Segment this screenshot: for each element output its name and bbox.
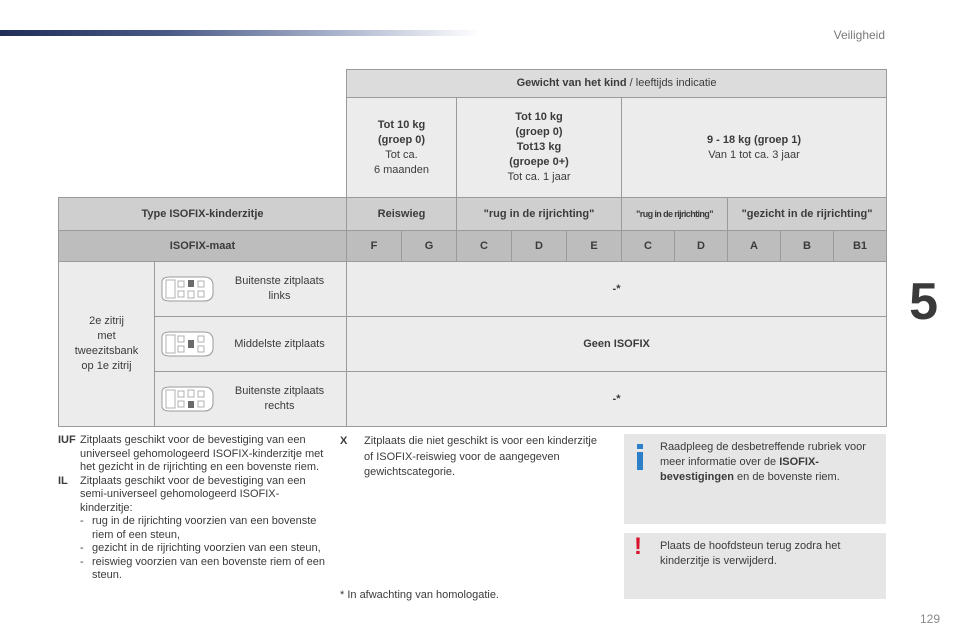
top-gradient-bar: [0, 30, 480, 36]
legend-left: [58, 434, 326, 583]
chapter-number: 5: [909, 273, 938, 331]
table-corner: [59, 70, 347, 198]
isofix-table: [58, 69, 887, 427]
size-cell: E: [567, 231, 622, 262]
warning-icon: !: [634, 533, 642, 560]
section-title: Veiligheid: [833, 28, 885, 42]
seat-label: Buitenste zitplaats rechts: [234, 385, 325, 412]
car-seat-left-icon: [158, 274, 216, 304]
seat-label: Buitenste zitplaats links: [234, 275, 325, 302]
size-cell: C: [622, 231, 675, 262]
size-cell: B: [781, 231, 834, 262]
warning-box: ! Plaats de hoofdsteun terug zodra het kinderzitje is verwijderd.: [624, 533, 886, 599]
type-rearward-2: "rug in de rijrichting": [622, 198, 728, 231]
info-icon: [632, 444, 648, 470]
maat-label: ISOFIX-maat: [59, 231, 347, 262]
car-seat-right-icon: [158, 384, 216, 414]
size-cell: D: [512, 231, 567, 262]
seat-middle-value: Geen ISOFIX: [347, 317, 887, 372]
row-group-label: 2e zitrij met tweezitsbank op 1e zitrij: [59, 262, 155, 427]
list-item: - gezicht in de rijrichting voorzien van een steun,: [80, 542, 321, 554]
type-forward: "gezicht in de rijrichting": [728, 198, 887, 231]
footnote: * In afwachting van homologatie.: [340, 589, 499, 601]
type-label: Type ISOFIX-kinderzitje: [59, 198, 347, 231]
group-0-header: Tot 10 kg (groep 0) Tot ca. 6 maanden: [347, 98, 457, 198]
seat-middle: [155, 317, 347, 372]
size-cell: A: [728, 231, 781, 262]
seat-label: Middelste zitplaats: [234, 337, 325, 350]
size-cell: G: [402, 231, 457, 262]
car-seat-middle-icon: [158, 329, 216, 359]
weight-header: Gewicht van het kind / leeftijds indicatie: [347, 70, 887, 98]
group-0plus-header: Tot 10 kg (groep 0) Tot13 kg (groepe 0+) Tot ca. 1 jaar: [457, 98, 622, 198]
legend-iuf: IUF Zitplaats geschikt voor de bevestiging van een universeel gehomologeerd ISOFIX-kinderzitje met het gezicht in de rijrichting en een bovenste riem.: [58, 434, 324, 473]
group-1-header: 9 - 18 kg (groep 1) Van 1 tot ca. 3 jaar: [622, 98, 887, 198]
legend-x: X Zitplaats die niet geschikt is voor een kinderzitje of ISOFIX-reiswieg voor de aangegeven gewichtscategorie.: [340, 435, 597, 478]
page-number: 129: [919, 612, 940, 626]
info-box: Raadpleeg de desbetreffende rubriek voor meer informatie over de ISOFIX-bevestigingen en de bovenste riem.: [624, 434, 886, 524]
seat-left-outer: [155, 262, 347, 317]
seat-right-value: -*: [347, 372, 887, 427]
size-cell: D: [675, 231, 728, 262]
size-cell: B1: [834, 231, 887, 262]
seat-left-value: -*: [347, 262, 887, 317]
legend-il: IL Zitplaats geschikt voor de bevestiging van een semi-universeel gehomologeerd ISOFIX-kinderzitje: - rug in de rijrichting voorzien van een bovenste riem of een steun, - gezicht in de rijrichting voorzien van een steun, - reiswieg voorzien van een bovenste riem of een steun.: [58, 474, 325, 581]
size-cell: F: [347, 231, 402, 262]
type-reiswieg: Reiswieg: [347, 198, 457, 231]
size-cell: C: [457, 231, 512, 262]
type-rearward-1: "rug in de rijrichting": [457, 198, 622, 231]
list-item: - reiswieg voorzien van een bovenste riem of een steun.: [80, 555, 325, 581]
list-item: - rug in de rijrichting voorzien van een bovenste riem of een steun,: [80, 515, 317, 541]
seat-right-outer: [155, 372, 347, 427]
